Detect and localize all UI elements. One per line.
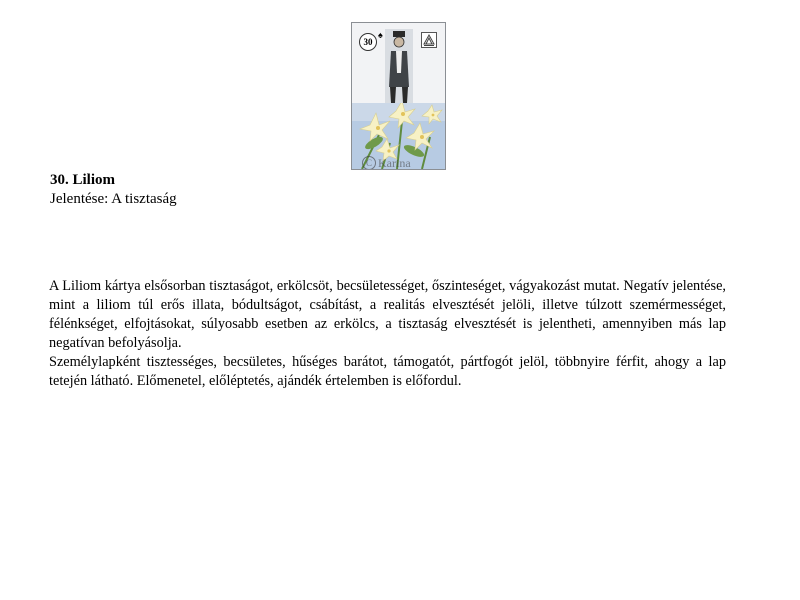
ornament-icon xyxy=(421,32,437,48)
card-description xyxy=(49,277,726,391)
gentleman-figure-icon xyxy=(385,29,413,105)
card-number-badge: 30 xyxy=(359,33,377,51)
description-paragraph: A Liliom kártya elsősorban tisztaságot, erkölcsöt, becsületességet, őszinteséget, vágyakozást mutat. Negatív jelentése, mint a liliom túl erős illata, bódultságot, csábítást, a realitás elvesztését jelöli, illetve túlzott szemérmességet, félénkséget, elfojtásokat, súlyosabb esetben az erkölcs, a tisztaság elvesztését is jelentheti, amennyiben más lap negatívan befolyásolja. xyxy=(49,278,726,351)
watermark-text: Karina xyxy=(378,156,411,170)
card-title: 30. Liliom xyxy=(50,172,116,188)
spade-icon: ♠ xyxy=(378,30,383,40)
description-paragraph: Személylapként tisztességes, becsületes, hűséges barátot, támogatót, pártfogót jelöl, többnyire férfit, ahogy a lap tetején látható. Előmenetel, előléptetés, ajándék értelemben is előfordul. xyxy=(49,354,726,389)
lily-card-image xyxy=(351,22,446,170)
copyright-watermark xyxy=(362,156,442,170)
copyright-icon: C xyxy=(362,156,376,170)
card-meaning: Jelentése: A tisztaság xyxy=(50,191,177,207)
